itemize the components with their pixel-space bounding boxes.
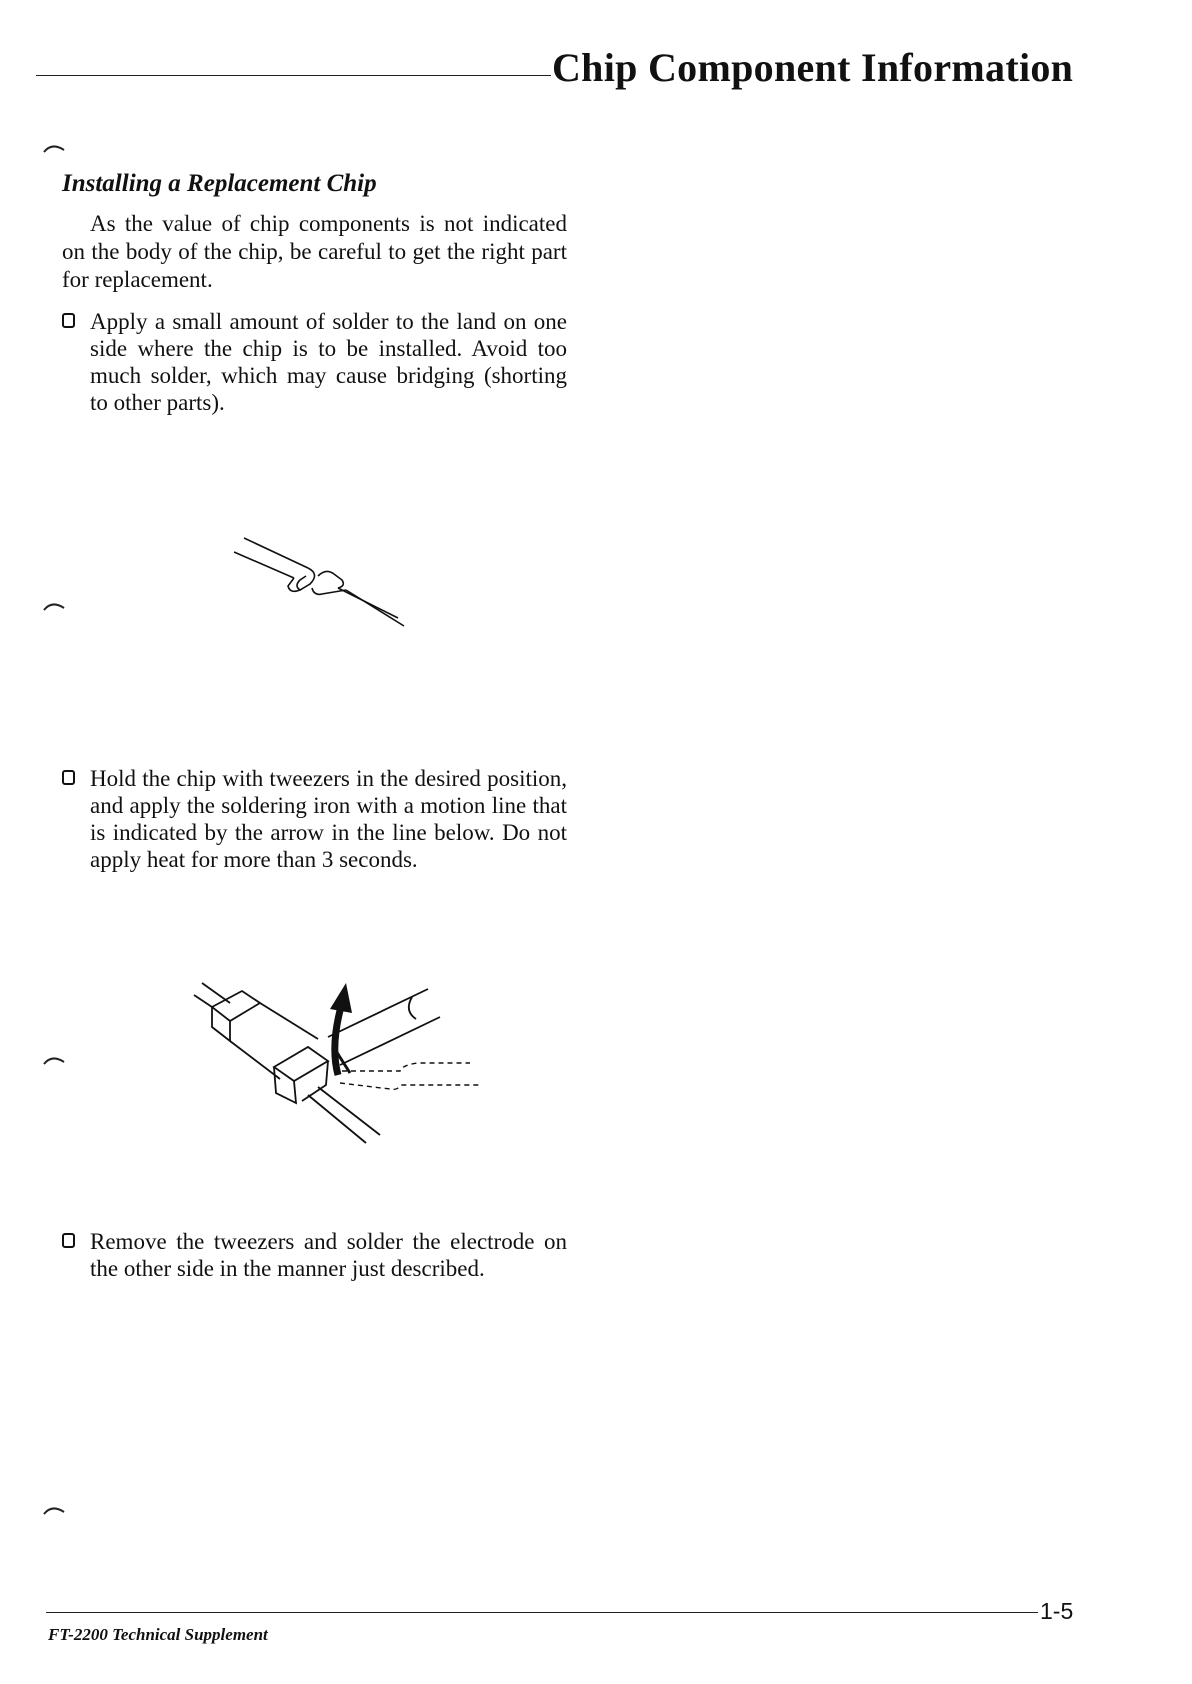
- intro-paragraph: As the value of chip components is not indicated on the body of the chip, be careful to get the right part for replacement.: [62, 211, 567, 292]
- margin-mark: [42, 598, 70, 612]
- footer-doc-title: FT-2200 Technical Supplement: [48, 1625, 268, 1644]
- tweezers-soldering-illustration: [190, 975, 490, 1155]
- checkbox-icon: [62, 313, 75, 328]
- step-text: Hold the chip with tweezers in the desired position, and apply the soldering iron with a motion line that is indicated by the arrow in the line below. Do not apply heat for more than 3 seconds.: [90, 766, 567, 872]
- page-number: 1-5: [1040, 1598, 1074, 1624]
- footer-rule: [46, 1612, 1038, 1613]
- step-item-1: [62, 308, 567, 416]
- solder-land-illustration: [230, 530, 410, 630]
- step-item-3: [62, 1228, 567, 1282]
- page-title: Chip Component Information: [552, 45, 1074, 90]
- step-text: Remove the tweezers and solder the electrode on the other side in the manner just described.: [90, 1229, 567, 1281]
- checkbox-icon: [62, 770, 75, 785]
- margin-mark: [42, 1502, 70, 1516]
- step-item-2: [62, 765, 567, 873]
- header-rule: [36, 75, 551, 76]
- margin-mark: [42, 140, 70, 154]
- section-heading: Installing a Replacement Chip: [62, 170, 377, 197]
- checkbox-icon: [62, 1233, 75, 1248]
- step-text: Apply a small amount of solder to the land on one side where the chip is to be installed. Avoid too much solder, which may cause bridging (shorting to other parts).: [90, 309, 567, 415]
- margin-mark: [42, 1052, 70, 1066]
